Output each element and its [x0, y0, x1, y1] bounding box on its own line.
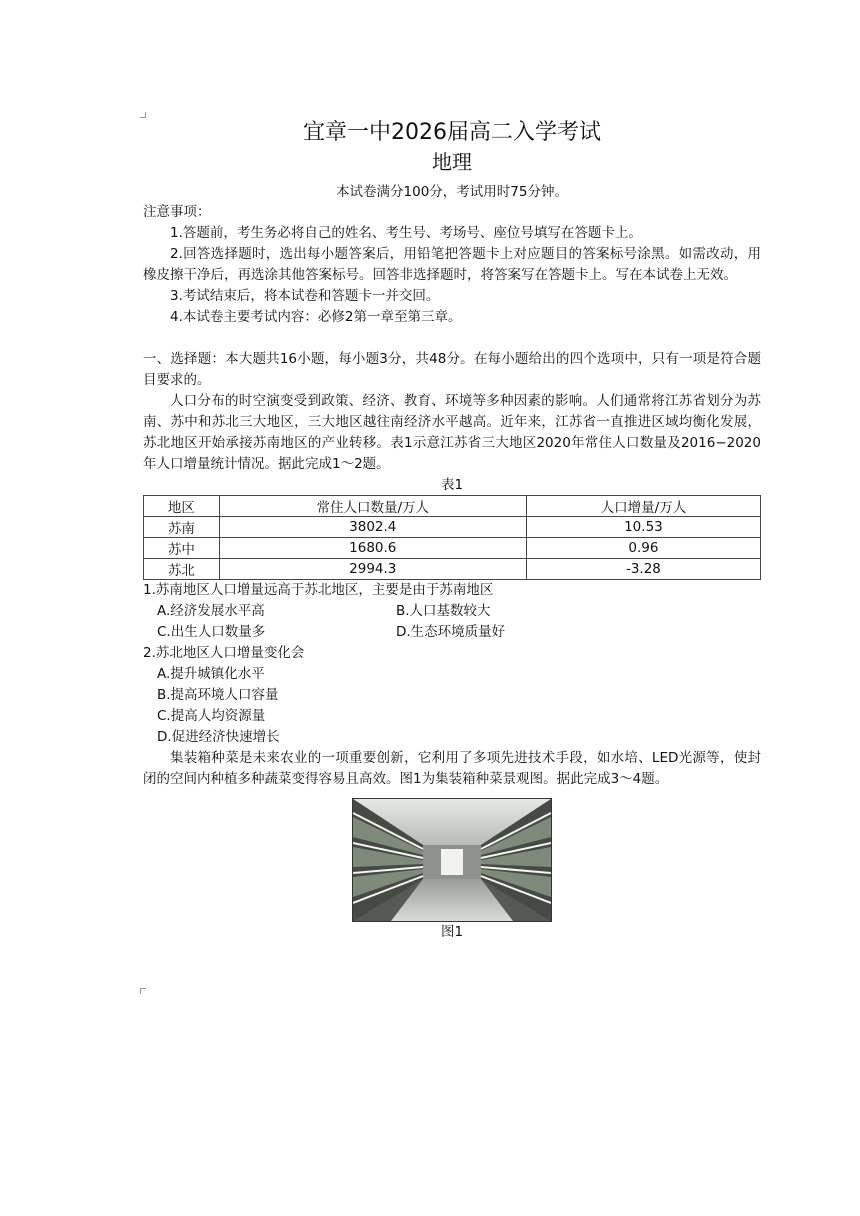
exam-notice: 本试卷满分100分，考试用时75分钟。 — [336, 184, 568, 200]
option-c: C.提高人均资源量 — [157, 708, 266, 724]
passage-2: 集装箱种菜是未来农业的一项重要创新，它利用了多项先进技术手段，如水培、LED光源等，使封闭的空间内种植多种蔬菜变得容易且高效。图1为集装箱种菜景观图。据此完成3～4题。 — [143, 750, 761, 787]
table-row — [144, 559, 761, 580]
option-b: B.提高环境人口容量 — [157, 687, 279, 703]
question-1-stem: 1.苏南地区人口增量远高于苏北地区，主要是由于苏南地区 — [143, 582, 494, 598]
option-a: A.经济发展水平高 — [157, 603, 265, 619]
table-cell: 3802.4 — [219, 517, 526, 538]
option-b: B.人口基数较大 — [396, 603, 491, 619]
instructions-heading: 注意事项： — [143, 204, 211, 220]
crop-mark-bottom-left — [140, 988, 146, 994]
instruction-item: 4.本试卷主要考试内容：必修2第一章至第三章。 — [170, 309, 462, 325]
option-d: D.促进经济快速增长 — [157, 729, 280, 745]
question-1-options — [143, 601, 761, 643]
table-header-cell: 常住人口数量/万人 — [219, 496, 526, 517]
exam-subject: 地理 — [432, 150, 472, 174]
table-cell: 1680.6 — [219, 538, 526, 559]
table-cell: 苏中 — [144, 538, 220, 559]
instruction-item: 1.答题前，考生务必将自己的姓名、考生号、考场号、座位号填写在答题卡上。 — [170, 225, 642, 241]
question-2-options — [143, 664, 761, 748]
instruction-item: 3.考试结束后，将本试卷和答题卡一并交回。 — [170, 288, 440, 304]
figure-caption: 图1 — [440, 924, 464, 940]
population-table — [143, 495, 761, 580]
container-farm-illustration — [353, 799, 551, 921]
table-cell: 2994.3 — [219, 559, 526, 580]
table-header-cell: 人口增量/万人 — [526, 496, 760, 517]
table-cell: 10.53 — [526, 517, 760, 538]
table-cell: -3.28 — [526, 559, 760, 580]
passage-1: 人口分布的时空演变受到政策、经济、教育、环境等多种因素的影响。人们通常将江苏省划分为苏南、苏中和苏北三大地区，三大地区越往南经济水平越高。近年来，江苏省一直推进区域均衡化发展，苏北地区开始承接苏南地区的产业转移。表1示意江苏省三大地区2020年常住人口数量及2016−2020年人口增量统计情况。据此完成1～2题。 — [143, 393, 761, 472]
table-cell: 苏南 — [144, 517, 220, 538]
section-heading: 一、选择题：本大题共16小题，每小题3分，共48分。在每小题给出的四个选项中，只有一项是符合题目要求的。 — [143, 351, 761, 388]
table-row — [144, 517, 761, 538]
option-a: A.提升城镇化水平 — [157, 666, 265, 682]
table-caption: 表1 — [440, 477, 464, 493]
table-header-row — [144, 496, 761, 517]
option-c: C.出生人口数量多 — [157, 624, 266, 640]
container-farm-photo — [352, 798, 552, 922]
exam-title: 宜章一中2026届高二入学考试 — [303, 120, 601, 145]
table-header-cell: 地区 — [144, 496, 220, 517]
question-2-stem: 2.苏北地区人口增量变化会 — [143, 645, 305, 661]
table-row — [144, 538, 761, 559]
table-cell: 苏北 — [144, 559, 220, 580]
instruction-item: 2.回答选择题时，选出每小题答案后，用铅笔把答题卡上对应题目的答案标号涂黑。如需改动，用橡皮擦干净后，再选涂其他答案标号。回答非选择题时，将答案写在答题卡上。写在本试卷上无效。 — [143, 246, 761, 283]
option-d: D.生态环境质量好 — [396, 624, 506, 640]
table-cell: 0.96 — [526, 538, 760, 559]
exam-page — [143, 118, 761, 942]
